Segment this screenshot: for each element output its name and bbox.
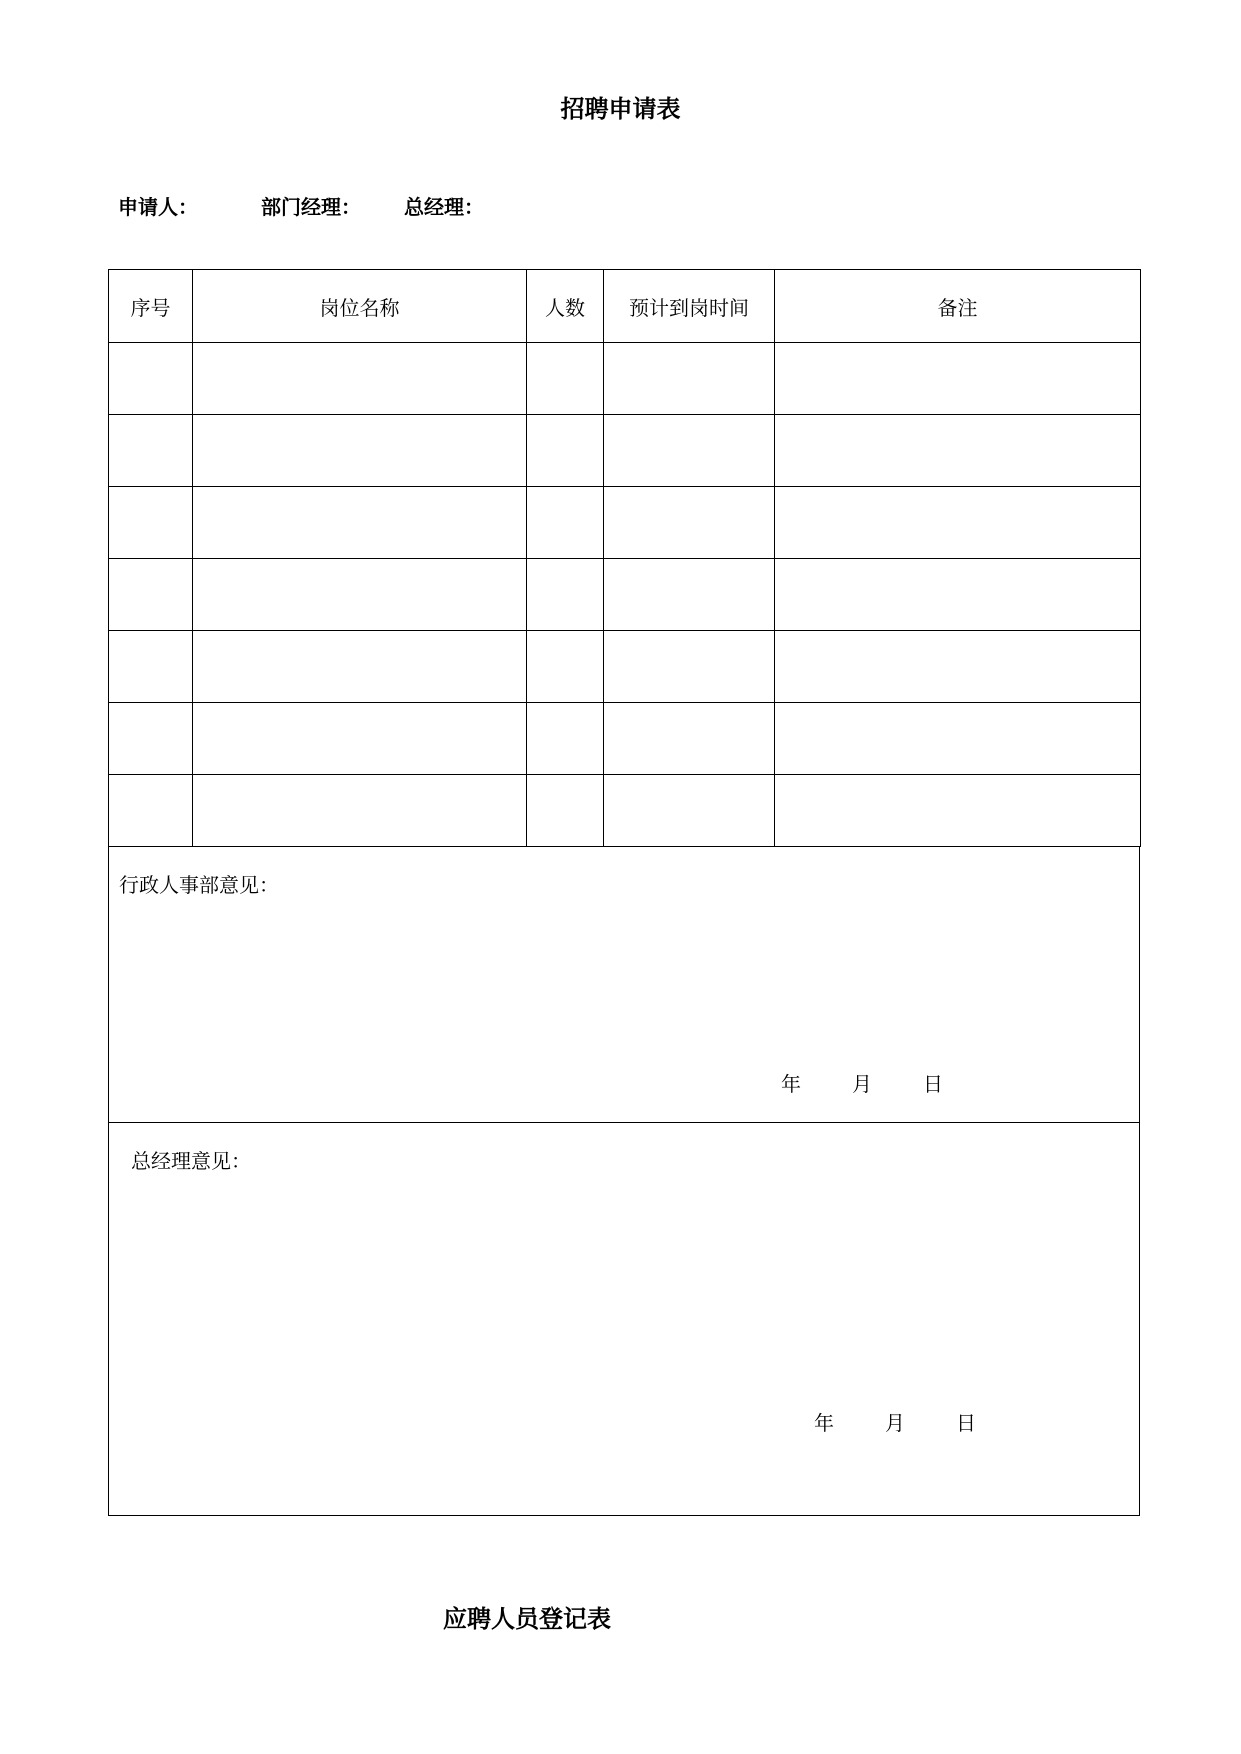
cell-arrival-time[interactable] bbox=[604, 415, 775, 487]
col-header-remarks: 备注 bbox=[775, 270, 1141, 343]
cell-index[interactable] bbox=[109, 775, 193, 847]
cell-count[interactable] bbox=[527, 775, 604, 847]
cell-remarks[interactable] bbox=[775, 631, 1141, 703]
dept-manager-label: 部门经理： bbox=[261, 195, 361, 219]
table-header-row bbox=[109, 270, 1141, 343]
cell-index[interactable] bbox=[109, 415, 193, 487]
col-header-count: 人数 bbox=[527, 270, 604, 343]
table-row bbox=[109, 703, 1141, 775]
gm-opinion-label: 总经理意见： bbox=[131, 1149, 251, 1173]
table-row bbox=[109, 559, 1141, 631]
cell-position[interactable] bbox=[193, 415, 527, 487]
cell-remarks[interactable] bbox=[775, 703, 1141, 775]
cell-index[interactable] bbox=[109, 487, 193, 559]
cell-position[interactable] bbox=[193, 703, 527, 775]
cell-arrival-time[interactable] bbox=[604, 775, 775, 847]
cell-position[interactable] bbox=[193, 775, 527, 847]
table-row bbox=[109, 487, 1141, 559]
admin-date-year: 年 bbox=[781, 1072, 801, 1096]
cell-remarks[interactable] bbox=[775, 559, 1141, 631]
cell-arrival-time[interactable] bbox=[604, 343, 775, 415]
cell-arrival-time[interactable] bbox=[604, 487, 775, 559]
admin-opinion-section bbox=[108, 847, 1140, 1123]
admin-opinion-label: 行政人事部意见： bbox=[119, 873, 279, 897]
cell-position[interactable] bbox=[193, 631, 527, 703]
cell-index[interactable] bbox=[109, 703, 193, 775]
cell-arrival-time[interactable] bbox=[604, 559, 775, 631]
cell-count[interactable] bbox=[527, 703, 604, 775]
cell-remarks[interactable] bbox=[775, 343, 1141, 415]
cell-index[interactable] bbox=[109, 343, 193, 415]
table-row bbox=[109, 775, 1141, 847]
table-row bbox=[109, 415, 1141, 487]
cell-count[interactable] bbox=[527, 487, 604, 559]
applicant-label: 申请人： bbox=[118, 195, 198, 219]
cell-position[interactable] bbox=[193, 343, 527, 415]
positions-table bbox=[108, 269, 1141, 847]
cell-position[interactable] bbox=[193, 559, 527, 631]
table-row bbox=[109, 343, 1141, 415]
cell-remarks[interactable] bbox=[775, 415, 1141, 487]
admin-date-month: 月 bbox=[852, 1072, 872, 1096]
general-manager-label: 总经理： bbox=[404, 195, 484, 219]
cell-count[interactable] bbox=[527, 631, 604, 703]
col-header-arrival-time: 预计到岗时间 bbox=[604, 270, 775, 343]
cell-arrival-time[interactable] bbox=[604, 631, 775, 703]
cell-index[interactable] bbox=[109, 559, 193, 631]
cell-count[interactable] bbox=[527, 415, 604, 487]
col-header-index: 序号 bbox=[109, 270, 193, 343]
col-header-position: 岗位名称 bbox=[193, 270, 527, 343]
signature-header bbox=[118, 191, 484, 220]
cell-remarks[interactable] bbox=[775, 775, 1141, 847]
cell-arrival-time[interactable] bbox=[604, 703, 775, 775]
table-row bbox=[109, 631, 1141, 703]
cell-count[interactable] bbox=[527, 559, 604, 631]
gm-date-month: 月 bbox=[885, 1411, 905, 1435]
second-form-title: 应聘人员登记表 bbox=[443, 1605, 611, 1633]
form-title: 招聘申请表 bbox=[560, 95, 681, 123]
admin-date-day: 日 bbox=[923, 1072, 943, 1096]
gm-date-line bbox=[814, 1407, 976, 1436]
gm-opinion-section bbox=[108, 1122, 1140, 1516]
cell-count[interactable] bbox=[527, 343, 604, 415]
cell-remarks[interactable] bbox=[775, 487, 1141, 559]
cell-position[interactable] bbox=[193, 487, 527, 559]
admin-date-line bbox=[781, 1068, 943, 1097]
gm-date-day: 日 bbox=[956, 1411, 976, 1435]
gm-date-year: 年 bbox=[814, 1411, 834, 1435]
cell-index[interactable] bbox=[109, 631, 193, 703]
